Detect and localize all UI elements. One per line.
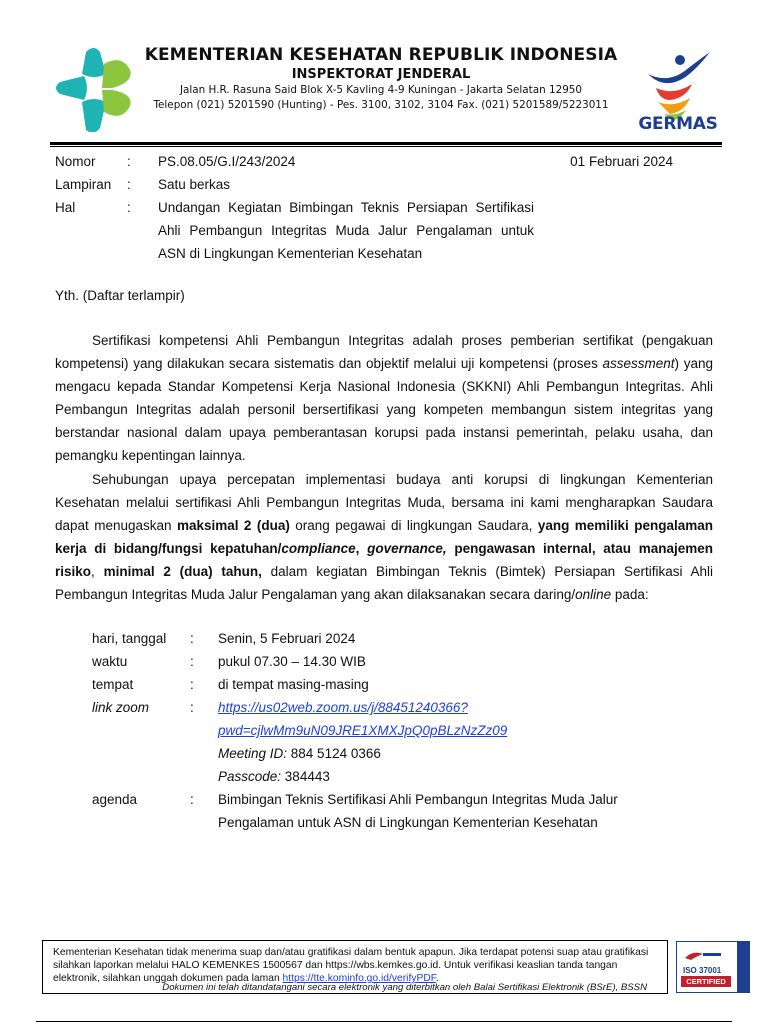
meeting-id-label: Meeting ID: [218,746,288,761]
text-bold: yang memiliki pengalaman kerja di bidang/fungsi kepatuhan/ [55,517,714,556]
phone-line: Telepon (021) 5201590 (Hunting) - Pes. 3100, 3102, 3104 Fax. (021) 5201589/5223011 [153,99,609,111]
text: . [435,973,439,984]
agenda-line: Pengalaman untuk ASN di Lingkungan Kementerian Kesehatan [218,815,598,830]
text-bold: pengawasan internal, atau manajemen risiko [55,540,713,579]
colon: : [190,792,194,807]
nomor-label: Nomor [55,154,96,169]
passcode [218,765,712,788]
subject [158,196,534,265]
colon: : [190,631,194,646]
subject-line: Ahli Pembangun Integritas Muda Jalur Pengalaman untuk [158,223,534,238]
detail-label: agenda [92,792,138,807]
text: Sehubungan upaya percepatan implementasi budaya anti korupsi di lingkungan Kementerian Kesehatan melalui sertifikasi Ahli Pembangun Integritas Muda, bersama ini kami mengharapkan Saudara dapat menugaskan [55,471,713,533]
bottom-rule [36,1021,732,1022]
text: pada: [611,587,649,603]
letter-meta [55,150,715,265]
letter-date: 01 Februari 2024 [570,154,673,169]
salutation: Yth. (Daftar terlampir) [55,288,185,303]
zoom-link-continued[interactable]: pwd=cjlwMm9uN09JRE1XMXJpQ0pBLzNzZz09 [218,723,508,738]
ministry-name: KEMENTERIAN KESEHATAN REPUBLIK INDONESIA [144,45,618,65]
letter-body [55,329,713,606]
lampiran-value: Satu berkas [158,177,231,192]
text: dalam kegiatan Bimbingan Teknis (Bimtek) Persiapan Sertifikasi Ahli Pembangun Integritas Muda Jalur Pengalaman yang akan dilaksanakan secara daring/ [55,563,713,603]
detail-label: link zoom [92,700,150,715]
text: orang pegawai di lingkungan Saudara, [289,517,538,533]
paragraph-2 [55,468,713,607]
colon: : [127,154,131,169]
meeting-id [218,742,712,765]
detail-value: pukul 07.30 – 14.30 WIB [218,654,366,669]
hal-label: Hal [55,200,76,215]
detail-row-agenda [92,788,712,834]
meeting-id-value: 884 5124 0366 [287,746,381,761]
detail-label: tempat [92,677,134,692]
kemenkes-logo-icon [50,44,134,132]
lampiran-row [55,173,715,196]
text-italic: assessment [602,356,675,372]
lampiran-label: Lampiran [55,177,112,192]
verify-link[interactable]: https://tte.kominfo.go.id/verifyPDF [282,973,436,984]
badge-side-strip [737,942,749,992]
detail-value: Senin, 5 Februari 2024 [218,631,356,646]
zoom-block [218,696,712,788]
colon: : [127,200,131,215]
detail-label: hari, tanggal [92,631,167,646]
header-rule-thin [50,146,722,147]
iso-label: ISO 37001 [683,966,722,975]
iso-badge [676,941,750,993]
esign-note: Dokumen ini telah ditandatangani secara elektronik yang diterbitkan oleh Balai Sertifikasi Elektronik (BSrE), BSSN [162,982,647,993]
detail-value: di tempat masing-masing [218,677,369,692]
text-bold: maksimal 2 (dua) [176,517,290,533]
text-italic: online [575,587,612,603]
text-bold: minimal 2 (dua) tahun, [103,563,262,579]
colon: : [190,700,194,715]
header-rule-thick [50,142,722,145]
passcode-value: 384443 [281,769,330,784]
text: Kementerian Kesehatan tidak menerima suap dan/atau gratifikasi dalam bentuk apapun. Jika terdapat potensi suap atau gratifikasi silahkan laporkan melalui HALO KEMENKES 1500567 dan https://wbs.kemkes.go.id. Untuk verifikasi keaslian tanda tangan elektronik, silahkan unggah dokumen pada laman [53,947,649,984]
text: Sertifikasi kompetensi Ahli Pembangun Integritas adalah proses pemberian sertifikat (pengakuan kompetensi) yang dilakukan secara sistematis dan objektif melalui uji kompetensi (proses [55,333,713,372]
detail-row-date [92,627,712,650]
detail-row-zoom [92,696,712,788]
footer-text [53,946,653,985]
detail-row-place [92,673,712,696]
unit-name: INSPEKTORAT JENDERAL [291,67,471,82]
agenda-value [218,788,712,834]
event-details [92,627,712,834]
agenda-line: Bimbingan Teknis Sertifikasi Ahli Pembangun Integritas Muda Jalur [218,792,618,807]
hal-row [55,196,715,265]
detail-label: waktu [92,654,128,669]
text-bold-italic: governance, [367,540,447,556]
address: Jalan H.R. Rasuna Said Blok X-5 Kavling 4-9 Kuningan - Jakarta Selatan 12950 [179,84,583,96]
colon: : [190,654,194,669]
zoom-link[interactable]: https://us02web.zoom.us/j/88451240366? [218,700,468,715]
certified-label: CERTIFIED [681,976,731,987]
colon: : [127,177,131,192]
letterhead [136,44,626,113]
subject-line: Undangan Kegiatan Bimbingan Teknis Persiapan Sertifikasi [158,200,534,215]
nomor-value: PS.08.05/G.I/243/2024 [158,154,296,169]
subject-line: ASN di Lingkungan Kementerian Kesehatan [158,246,423,261]
text: , [91,563,104,579]
bsre-logo-icon [683,948,723,962]
footer-notice [42,940,668,994]
paragraph-1 [55,329,713,468]
colon: : [190,677,194,692]
text-bold-italic: compliance [281,540,356,556]
passcode-label: Passcode: [218,769,282,784]
detail-row-time [92,650,712,673]
text: ) yang mengacu kepada Standar Kompetensi Kerja Nasional Indonesia (SKKNI) Ahli Pembangun Integritas. Ahli Pembangun Integritas adalah personil bersertifikasi yang kompeten membangun sistem integritas yang berstandar nasional dalam upaya pemberantasan korupsi pada instansi pemerintah, pelaku usaha, dan pemangku kepentingan lainnya. [55,356,713,464]
text-bold: , [355,540,368,556]
germas-wordmark: GERMAS [638,114,718,134]
nomor-row [55,150,715,173]
